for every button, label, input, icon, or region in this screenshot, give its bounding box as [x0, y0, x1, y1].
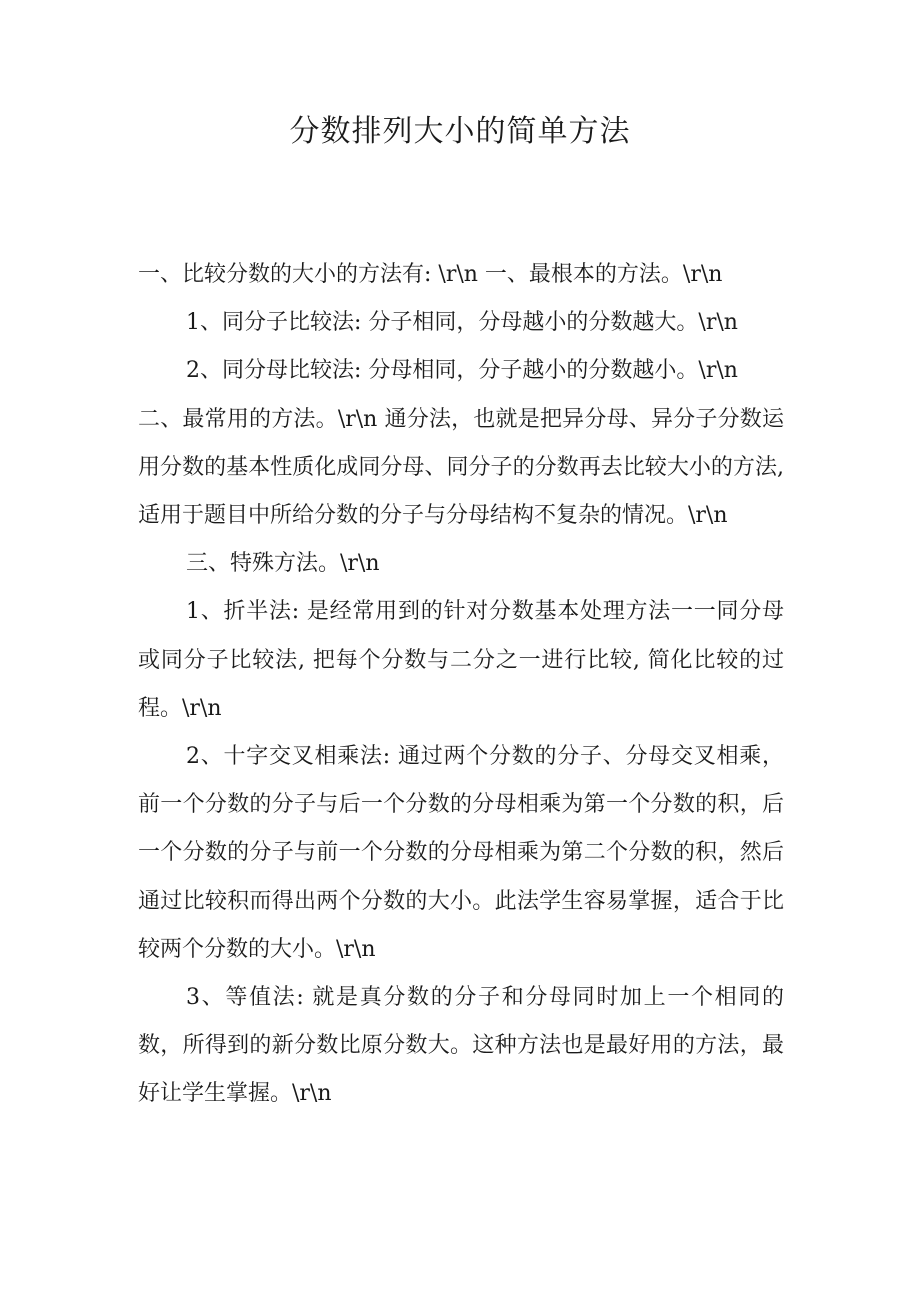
- paragraph-common-method: 二、最常用的方法。\r\n 通分法，也就是把异分母、异分子分数运用分数的基本性质化成同分母、同分子的分数再去比较大小的方法, 适用于题目中所给分数的分子与分母结构不复杂的情况。\r\n: [138, 406, 784, 529]
- paragraph-cross-multiply-method: 2、十字交叉相乘法: 通过两个分数的分子、分母交叉相乘，前一个分数的分子与后一个分数的分母相乘为第一个分数的积，后一个分数的分子与前一个分数的分母相乘为第二个分数的积，然后通过比较积而得出两个分数的大小。此法学生容易掌握，适合于比较两个分数的大小。\r\n: [138, 744, 784, 962]
- document-title: 分数排列大小的简单方法: [289, 114, 631, 149]
- paragraph-special-methods: 三、特殊方法。\r\n: [186, 551, 380, 577]
- paragraph-same-denominator: 2、同分母比较法: 分母相同，分子越小的分数越小。\r\n: [186, 358, 738, 384]
- paragraph-equal-value-method: 3、等值法: 就是真分数的分子和分母同时加上一个相同的数，所得到的新分数比原分数大。这种方法也是最好用的方法，最好让学生掌握。\r\n: [138, 985, 784, 1107]
- paragraph-halving-method: 1、折半法: 是经常用到的针对分数基本处理方法一一同分母或同分子比较法, 把每个分数与二分之一进行比较, 简化比较的过程。\r\n: [138, 599, 784, 721]
- document-body: [138, 251, 784, 1119]
- paragraph-same-numerator: 1、同分子比较法: 分子相同，分母越小的分数越大。\r\n: [186, 310, 738, 336]
- paragraph-compare-methods: 一、比较分数的大小的方法有: \r\n 一、最根本的方法。\r\n: [138, 262, 723, 287]
